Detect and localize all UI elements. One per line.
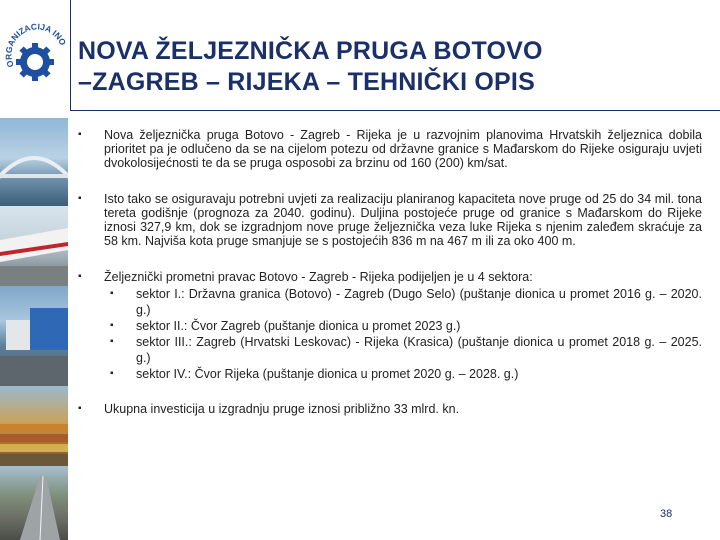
sub-bullet-icon: ▪ [110, 336, 114, 347]
slide-title-line-2: –ZAGREB – RIJEKA – TEHNIČKI OPIS [78, 68, 535, 96]
truck-photo [0, 286, 68, 386]
containers-photo [0, 386, 68, 466]
sector-text: sektor I.: Državna granica (Botovo) - Zagreb (Dugo Selo) (puštanje dionica u promet 2016 g. – 2020. g.) [136, 287, 702, 317]
page-number: 38 [660, 508, 673, 520]
bullet-icon: ▪ [78, 403, 82, 414]
logo-text: ORGANIZACIJA INO [3, 21, 68, 69]
sub-bullet-icon: ▪ [110, 368, 114, 379]
organization-logo-icon [2, 4, 68, 104]
slide-title-line-1: NOVA ŽELJEZNIČKA PRUGA BOTOVO [78, 37, 543, 65]
slide-body [78, 128, 702, 438]
bullet-text: Nova željeznička pruga Botovo - Zagreb - Rijeka je u razvojnim planovima Hrvatskih željeznica dobila prioritet pa je odlučeno da se na cijelom potezu od državne granice s Mađarskom do Rijeke osiguraju uvjeti dvokolosijećnosti te da se pruga osposobi za brzinu od 160 (200) km/sat. [104, 128, 702, 170]
bullet-text: Ukupna investicija u izgradnju pruge iznosi približno 33 mlrd. kn. [104, 402, 460, 416]
bullet-item [78, 128, 702, 170]
sector-text: sektor II.: Čvor Zagreb (puštanje dionica u promet 2023 g.) [136, 319, 461, 333]
sub-bullet-icon: ▪ [110, 320, 114, 331]
bullet-icon: ▪ [78, 129, 82, 140]
sector-item [78, 286, 702, 318]
sub-bullet-icon: ▪ [110, 288, 114, 299]
slide-title [78, 36, 698, 98]
sector-item [78, 318, 702, 334]
train-photo [0, 206, 68, 286]
bridge-photo [0, 118, 68, 206]
bullet-icon: ▪ [78, 193, 82, 204]
photo-strip [0, 118, 68, 540]
bullet-item [78, 270, 702, 382]
highway-photo [0, 466, 68, 540]
sector-item [78, 334, 702, 366]
sector-text: sektor III.: Zagreb (Hrvatski Leskovac) - Rijeka (Krasica) (puštanje dionica u promet 2018 g. – 2025. g.) [136, 335, 702, 365]
bullet-item [78, 402, 702, 416]
sector-text: sektor IV.: Čvor Rijeka (puštanje dionica u promet 2020 g. – 2028. g.) [136, 367, 519, 381]
sector-item [78, 366, 702, 382]
header-vertical-rule [70, 0, 71, 110]
bullet-item [78, 192, 702, 248]
sector-list [104, 286, 702, 382]
bullet-text: Isto tako se osiguravaju potrebni uvjeti za realizaciju planiranog kapaciteta nove pruge od 25 do 34 mil. tona tereta godišnje (prognoza za 2040. godinu). Duljina postojeće pruge od granice s Mađarskom do Rijeke iznosi 327,9 km, dok se izgradnjom nove pruge željeznička veza luke Rijeka s njenim zaleđem skraćuje za 58 km. Najviša kota pruge smanjuje se s postojećih 836 m na 467 m ili za oko 400 m. [104, 192, 702, 248]
bullet-icon: ▪ [78, 271, 82, 282]
header-horizontal-rule [70, 110, 720, 111]
bullet-text: Željeznički prometni pravac Botovo - Zagreb - Rijeka podijeljen je u 4 sektora: [104, 270, 533, 284]
